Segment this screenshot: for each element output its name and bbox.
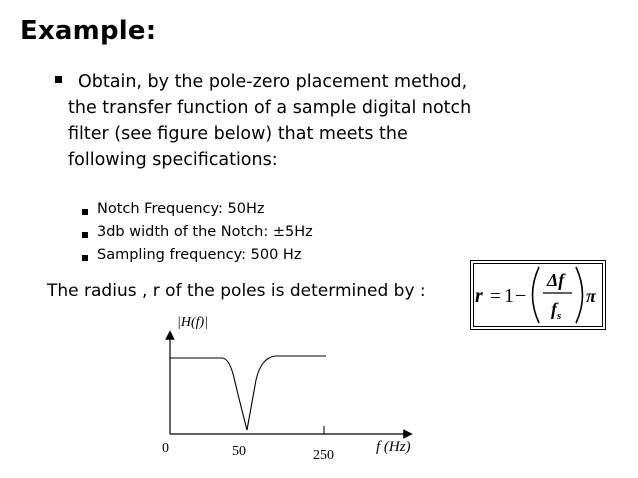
formula-r: r (475, 285, 483, 307)
radius-statement: The radius , r of the poles is determined by : (47, 281, 426, 301)
figure-tick-label-250: 250 (313, 448, 334, 463)
main-line-3: filter (see figure below) that meets the (68, 124, 408, 144)
main-line-1: Obtain, by the pole-zero placement method, (78, 72, 468, 92)
main-line-2: the transfer function of a sample digital notch (68, 98, 472, 118)
figure-tick-label-50: 50 (232, 444, 246, 459)
main-bullet-icon (55, 76, 62, 83)
spec-bullet-icon (82, 255, 88, 261)
radius-formula-box (470, 260, 606, 330)
figure-response-curve (170, 356, 326, 430)
radius-formula (471, 261, 605, 329)
formula-pi: π (586, 286, 596, 306)
spec-3db-width: 3db width of the Notch: ±5Hz (97, 224, 313, 240)
spec-bullet-icon (82, 209, 88, 215)
figure-tick-label-0: 0 (162, 441, 169, 456)
figure-xlabel: f (Hz) (376, 439, 411, 455)
figure-ylabel: |H(f)| (177, 315, 209, 330)
formula-left-paren (533, 267, 540, 323)
formula-denominator: $f_s$ (551, 299, 562, 322)
spec-notch-frequency: Notch Frequency: 50Hz (97, 201, 265, 217)
slide-title: Example: (20, 16, 157, 46)
formula-one: 1 (504, 285, 514, 307)
formula-equals: = (490, 286, 501, 307)
notch-filter-figure (140, 312, 470, 472)
spec-bullet-icon (82, 232, 88, 238)
main-paragraph (68, 69, 502, 173)
formula-minus: − (515, 285, 527, 307)
main-line-4: following specifications: (68, 150, 278, 170)
spec-sampling-frequency: Sampling frequency: 500 Hz (97, 247, 302, 263)
formula-numerator: Δf (547, 270, 565, 290)
formula-right-paren (576, 267, 583, 323)
